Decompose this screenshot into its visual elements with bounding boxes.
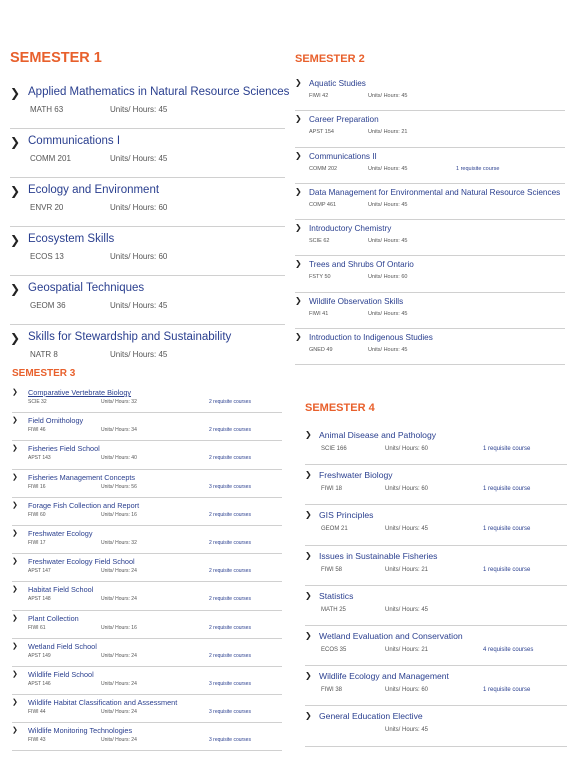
requisite-link[interactable]: 3 requisite courses <box>209 709 251 716</box>
course-hours: Units/ Hours: 45 <box>110 350 168 359</box>
course-name[interactable]: Freshwater Biology <box>319 470 393 481</box>
course-hours: Units/ Hours: 60 <box>385 687 429 694</box>
chevron-right-icon[interactable]: ❯ <box>12 501 18 509</box>
course-name[interactable]: Aquatic Studies <box>309 79 366 88</box>
course-code: ENVR 20 <box>30 203 64 212</box>
course-name[interactable]: Field Ornithology <box>28 416 84 426</box>
chevron-right-icon[interactable]: ❯ <box>12 699 18 707</box>
semester-4-course-list <box>305 425 567 747</box>
course-code: FIWI 17 <box>28 539 46 546</box>
requisite-link[interactable]: 2 requisite courses <box>209 596 251 603</box>
course-code: APST 147 <box>28 568 51 575</box>
course-code: FIWI 42 <box>309 93 329 99</box>
chevron-right-icon[interactable]: ❯ <box>305 630 312 640</box>
course-row[interactable] <box>12 582 282 610</box>
course-hours: Units/ Hours: 45 <box>110 301 168 310</box>
course-code: COMM 201 <box>30 154 71 163</box>
course-name[interactable]: Wildlife Monitoring Technologies <box>28 726 133 736</box>
requisite-link[interactable]: 4 requisite courses <box>483 646 534 653</box>
course-code: FIWI 16 <box>28 483 46 490</box>
semester-3-course-list <box>12 385 282 751</box>
course-hours: Units/ Hours: 16 <box>101 624 137 631</box>
course-name[interactable]: Forage Fish Collection and Report <box>28 500 140 510</box>
course-code: ECOS 13 <box>30 252 64 261</box>
chevron-right-icon[interactable]: ❯ <box>12 586 18 594</box>
course-row[interactable] <box>12 723 282 751</box>
course-hours: Units/ Hours: 45 <box>385 526 429 533</box>
course-name[interactable]: Applied Mathematics in Natural Resource Sciences <box>28 86 290 98</box>
course-name[interactable]: Fisheries Field School <box>28 444 100 454</box>
chevron-right-icon[interactable]: ❯ <box>295 150 302 160</box>
course-name[interactable]: Data Management for Environmental and Natural Resource Sciences <box>309 187 561 197</box>
chevron-right-icon[interactable]: ❯ <box>295 332 302 342</box>
course-row[interactable] <box>12 470 282 498</box>
semester-3-title: SEMESTER 3 <box>12 368 76 379</box>
course-hours: Units/ Hours: 32 <box>101 539 137 546</box>
course-code: APST 143 <box>28 455 51 462</box>
requisite-link[interactable]: 2 requisite courses <box>209 652 251 659</box>
course-name[interactable]: Freshwater Ecology <box>28 528 93 538</box>
course-name[interactable]: Fisheries Management Concepts <box>28 472 136 482</box>
chevron-right-icon[interactable]: ❯ <box>12 727 18 735</box>
course-hours: Units/ Hours: 45 <box>385 606 429 613</box>
course-row[interactable] <box>295 220 565 256</box>
course-code: ECOS 35 <box>321 646 347 653</box>
chevron-right-icon[interactable]: ❯ <box>10 233 21 247</box>
course-hours: Units/ Hours: 24 <box>101 709 137 716</box>
course-name[interactable]: Animal Disease and Pathology <box>319 430 437 440</box>
requisite-link[interactable]: 1 requisite course <box>483 687 531 694</box>
course-hours: Units/ Hours: 21 <box>368 129 408 136</box>
chevron-right-icon[interactable]: ❯ <box>295 78 302 87</box>
course-hours: Units/ Hours: 24 <box>101 737 137 744</box>
course-name[interactable]: Wildlife Field School <box>28 669 94 679</box>
requisite-link[interactable]: 2 requisite courses <box>209 539 251 546</box>
course-hours: Units/ Hours: 45 <box>368 238 408 245</box>
course-hours: Units/ Hours: 45 <box>110 154 168 163</box>
requisite-link[interactable]: 3 requisite courses <box>209 483 251 490</box>
requisite-link[interactable]: 3 requisite courses <box>209 737 251 744</box>
course-hours: Units/ Hours: 45 <box>368 310 408 317</box>
chevron-right-icon[interactable]: ❯ <box>305 550 312 560</box>
requisite-link[interactable]: 2 requisite courses <box>209 568 251 575</box>
semester-1-course-list <box>10 80 290 374</box>
course-row[interactable] <box>10 178 285 227</box>
course-code: NATR 8 <box>30 350 58 359</box>
chevron-right-icon[interactable]: ❯ <box>10 86 21 100</box>
requisite-link[interactable]: 2 requisite courses <box>209 399 251 405</box>
course-hours: Units/ Hours: 45 <box>385 727 429 734</box>
course-name[interactable]: Wildlife Observation Skills <box>309 296 404 306</box>
course-hours: Units/ Hours: 24 <box>101 680 137 687</box>
course-code: MATH 25 <box>321 606 346 613</box>
chevron-right-icon[interactable]: ❯ <box>12 529 18 537</box>
course-code: MATH 63 <box>30 105 64 114</box>
chevron-right-icon[interactable]: ❯ <box>10 282 21 296</box>
course-code: APST 149 <box>28 652 51 659</box>
course-code: FIWI 38 <box>321 687 343 694</box>
course-row[interactable] <box>295 111 565 147</box>
course-row[interactable] <box>12 554 282 582</box>
chevron-right-icon[interactable]: ❯ <box>12 642 18 650</box>
semester-2-title: SEMESTER 2 <box>295 53 365 65</box>
course-row[interactable] <box>305 586 567 626</box>
course-name[interactable]: Geospatial Techniques <box>28 282 145 294</box>
course-name[interactable]: General Education Elective <box>319 711 423 722</box>
course-code: SCIE 166 <box>321 446 347 452</box>
course-row[interactable] <box>10 325 285 374</box>
chevron-right-icon[interactable]: ❯ <box>10 135 21 149</box>
semester-4-title: SEMESTER 4 <box>305 402 375 414</box>
course-code: FIWI 60 <box>28 511 46 518</box>
course-name[interactable]: Freshwater Ecology Field School <box>28 557 135 567</box>
course-name[interactable]: Communications II <box>309 151 377 161</box>
course-row[interactable] <box>12 413 282 441</box>
course-name[interactable]: GIS Principles <box>319 510 374 521</box>
course-code: SCIE 32 <box>28 399 47 405</box>
course-name[interactable]: Wetland Evaluation and Conservation <box>319 630 463 641</box>
chevron-right-icon[interactable]: ❯ <box>10 331 21 345</box>
course-name[interactable]: Trees and Shrubs Of Ontario <box>309 260 414 270</box>
chevron-right-icon[interactable]: ❯ <box>12 558 18 566</box>
course-row[interactable] <box>12 639 282 667</box>
semester-1-title: SEMESTER 1 <box>10 50 102 66</box>
chevron-right-icon[interactable]: ❯ <box>295 295 302 305</box>
course-row[interactable] <box>12 441 282 469</box>
chevron-right-icon[interactable]: ❯ <box>305 711 312 721</box>
course-name[interactable]: Wildlife Ecology and Management <box>319 671 449 682</box>
chevron-right-icon[interactable]: ❯ <box>12 417 18 425</box>
course-hours: Units/ Hours: 45 <box>368 93 408 99</box>
course-code: FIWI 43 <box>28 737 46 744</box>
course-hours: Units/ Hours: 24 <box>101 652 137 659</box>
course-name[interactable]: Habitat Field School <box>28 585 94 595</box>
course-code: FIWI 41 <box>309 310 329 317</box>
course-row[interactable] <box>305 505 567 545</box>
course-code: APST 146 <box>28 680 51 687</box>
semester-2-course-list <box>295 75 565 365</box>
course-hours: Units/ Hours: 60 <box>110 252 168 261</box>
course-row[interactable] <box>10 80 290 129</box>
course-row[interactable] <box>305 425 567 465</box>
requisite-link[interactable]: 1 requisite course <box>456 165 500 172</box>
course-hours: Units/ Hours: 60 <box>385 486 429 493</box>
course-hours: Units/ Hours: 34 <box>101 427 137 434</box>
course-hours: Units/ Hours: 56 <box>101 483 137 490</box>
course-row[interactable] <box>12 667 282 695</box>
course-hours: Units/ Hours: 60 <box>385 446 429 452</box>
requisite-link[interactable]: 2 requisite courses <box>209 624 251 631</box>
course-name[interactable]: Plant Collection <box>28 613 79 623</box>
course-name[interactable]: Wetland Field School <box>28 641 97 651</box>
course-hours: Units/ Hours: 60 <box>110 203 168 212</box>
requisite-link[interactable]: 2 requisite courses <box>209 455 251 462</box>
requisite-link[interactable]: 1 requisite course <box>483 486 531 493</box>
course-code: SCIE 62 <box>309 238 330 245</box>
chevron-right-icon[interactable]: ❯ <box>12 389 18 396</box>
course-row[interactable] <box>305 706 567 746</box>
course-hours: Units/ Hours: 24 <box>101 596 137 603</box>
chevron-right-icon[interactable]: ❯ <box>10 184 21 198</box>
chevron-right-icon[interactable]: ❯ <box>295 259 302 269</box>
course-row[interactable] <box>295 184 565 220</box>
course-name[interactable]: Comparative Vertebrate Biology <box>28 388 132 397</box>
course-hours: Units/ Hours: 24 <box>101 568 137 575</box>
course-code: FIWI 46 <box>28 427 46 434</box>
chevron-right-icon[interactable]: ❯ <box>305 470 312 480</box>
course-row[interactable] <box>12 385 282 413</box>
chevron-right-icon[interactable]: ❯ <box>305 510 312 520</box>
course-code: COMP 461 <box>309 201 337 208</box>
course-row[interactable] <box>12 611 282 639</box>
course-code: FIWI 44 <box>28 709 46 716</box>
course-hours: Units/ Hours: 32 <box>101 399 137 405</box>
course-name[interactable]: Issues in Sustainable Fisheries <box>319 550 438 561</box>
course-code: FIWI 58 <box>321 566 343 573</box>
course-code: FSTY 50 <box>309 274 331 281</box>
course-row[interactable] <box>305 465 567 505</box>
course-name[interactable]: Wildlife Habitat Classification and Assessment <box>28 698 178 708</box>
course-hours: Units/ Hours: 60 <box>368 274 408 281</box>
course-hours: Units/ Hours: 45 <box>368 201 408 208</box>
course-hours: Units/ Hours: 16 <box>101 511 137 518</box>
course-code: COMM 202 <box>309 165 338 172</box>
requisite-link[interactable]: 3 requisite courses <box>209 680 251 687</box>
course-code: GEOM 21 <box>321 526 348 533</box>
course-row[interactable] <box>10 276 285 325</box>
chevron-right-icon[interactable]: ❯ <box>295 223 302 233</box>
course-row[interactable] <box>12 526 282 554</box>
chevron-right-icon[interactable]: ❯ <box>305 430 312 439</box>
course-row[interactable] <box>305 626 567 666</box>
requisite-link[interactable]: 1 requisite course <box>483 566 531 573</box>
course-row[interactable] <box>295 293 565 329</box>
chevron-right-icon[interactable]: ❯ <box>305 590 312 600</box>
course-row[interactable] <box>305 666 567 706</box>
course-name[interactable]: Ecology and Environment <box>28 184 160 196</box>
course-code: GNED 49 <box>309 347 333 354</box>
course-row[interactable] <box>305 546 567 586</box>
requisite-link[interactable]: 1 requisite course <box>483 446 531 452</box>
chevron-right-icon[interactable]: ❯ <box>295 114 302 124</box>
course-code: FIWI 18 <box>321 486 343 493</box>
course-hours: Units/ Hours: 45 <box>368 347 408 354</box>
chevron-right-icon[interactable]: ❯ <box>12 614 18 622</box>
course-row[interactable] <box>295 148 565 184</box>
chevron-right-icon[interactable]: ❯ <box>12 670 18 678</box>
course-row[interactable] <box>12 498 282 526</box>
requisite-link[interactable]: 1 requisite course <box>483 526 531 533</box>
course-hours: Units/ Hours: 21 <box>385 566 429 573</box>
course-name[interactable]: Communications I <box>28 135 121 147</box>
course-hours: Units/ Hours: 40 <box>101 455 137 462</box>
course-code: FIWI 61 <box>28 624 46 631</box>
course-code: APST 148 <box>28 596 51 603</box>
course-hours: Units/ Hours: 21 <box>385 646 429 653</box>
course-row[interactable] <box>10 129 285 178</box>
course-name[interactable]: Statistics <box>319 590 354 601</box>
course-hours: Units/ Hours: 45 <box>110 105 168 114</box>
course-hours: Units/ Hours: 45 <box>368 165 408 172</box>
course-name[interactable]: Career Preparation <box>309 115 379 125</box>
course-name[interactable]: Ecosystem Skills <box>28 233 115 245</box>
course-row[interactable] <box>295 75 565 111</box>
course-row[interactable] <box>10 227 285 276</box>
course-name[interactable]: Introduction to Indigenous Studies <box>309 333 433 343</box>
chevron-right-icon[interactable]: ❯ <box>305 671 312 681</box>
course-code: APST 154 <box>309 129 334 136</box>
requisite-link[interactable]: 2 requisite courses <box>209 511 251 518</box>
course-name[interactable]: Introductory Chemistry <box>309 224 392 234</box>
chevron-right-icon[interactable]: ❯ <box>12 445 18 453</box>
chevron-right-icon[interactable]: ❯ <box>12 473 18 481</box>
course-row[interactable] <box>295 256 565 292</box>
course-row[interactable] <box>295 329 565 365</box>
course-code: GEOM 36 <box>30 301 66 310</box>
chevron-right-icon[interactable]: ❯ <box>295 186 302 196</box>
course-name[interactable]: Skills for Stewardship and Sustainability <box>28 331 232 343</box>
requisite-link[interactable]: 2 requisite courses <box>209 427 251 434</box>
course-row[interactable] <box>12 695 282 723</box>
